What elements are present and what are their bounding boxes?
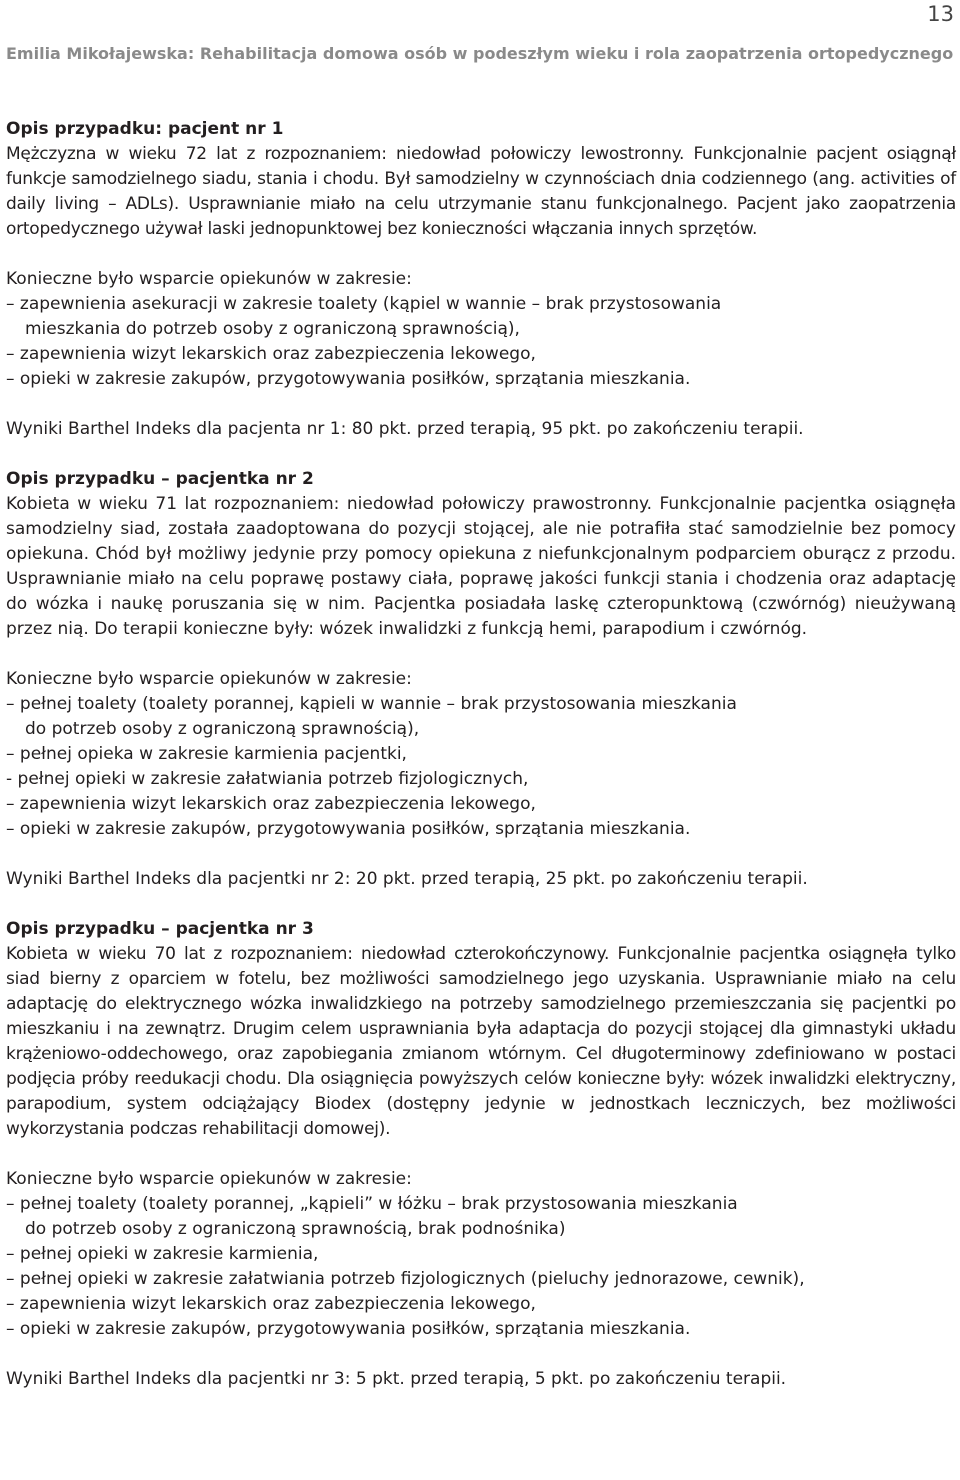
case-1-section bbox=[6, 117, 956, 442]
list-item: – opieki w zakresie zakupów, przygotowywania posiłków, sprzątania mieszkania. bbox=[6, 819, 691, 839]
list-item: - pełnej opieki w zakresie załatwiania potrzeb fizjologicznych, bbox=[6, 769, 529, 789]
list-item bbox=[6, 1192, 956, 1242]
list-item-text: – pełnej toalety (toalety porannej, kąpieli w wannie – brak przystosowania mieszkania bbox=[6, 694, 737, 714]
case-1-description: Mężczyzna w wieku 72 lat z rozpoznaniem: niedowład połowiczy lewostronny. Funkcjonalnie pacjent osiągnął funkcje samodzielnego siadu, stania i chodu. Był samodzielny w czynnościach dnia codziennego (ang. activities of daily living – ADLs). Usprawnianie miało na celu utrzymanie stanu funkcjonalnego. Pacjent jako zaopatrzenia ortopedycznego używał laski jednopunktowej bez konieczności włączania innych sprzętów. bbox=[6, 144, 956, 239]
case-3-support-list bbox=[6, 1192, 956, 1342]
article-body bbox=[6, 117, 956, 1392]
case-3-heading: Opis przypadku – pacjentka nr 3 bbox=[6, 919, 314, 939]
case-2-description: Kobieta w wieku 71 lat rozpoznaniem: niedowład połowiczy prawostronny. Funkcjonalnie pacjentka osiągnęła samodzielny siad, została zaadoptowana do pozycji stojącej, ale nie potrafiła stać samodzielnie bez pomocy opiekuna. Chód był możliwy jedynie przy pomocy opiekuna z niefunkcjonalnym podparciem oburącz z przodu. Usprawnianie miało na celu poprawę postawy ciała, poprawę jakości funkcji stania i chodzenia oraz adaptację do wózka i naukę poruszania się w nim. Pacjentka posiadała laskę czteropunktową (czwórnóg) nieużywaną przez nią. Do terapii konieczne były: wózek inwalidzki z funkcją hemi, parapodium i czwórnóg. bbox=[6, 494, 956, 639]
case-3-support-intro: Konieczne było wsparcie opiekunów w zakresie: bbox=[6, 1169, 412, 1189]
list-item: – pełnej opieka w zakresie karmienia pacjentki, bbox=[6, 744, 407, 764]
list-item: – pełnej opieki w zakresie załatwiania potrzeb fizjologicznych (pieluchy jednorazowe, cewnik), bbox=[6, 1269, 805, 1289]
case-2-support-intro: Konieczne było wsparcie opiekunów w zakresie: bbox=[6, 669, 412, 689]
case-3-results: Wyniki Barthel Indeks dla pacjentki nr 3: 5 pkt. przed terapią, 5 pkt. po zakończeniu terapii. bbox=[6, 1369, 787, 1389]
list-item-text: – pełnej toalety (toalety porannej, „kąpieli” w łóżku – brak przystosowania mieszkania bbox=[6, 1194, 738, 1214]
list-item: – zapewnienia wizyt lekarskich oraz zabezpieczenia lekowego, bbox=[6, 1294, 536, 1314]
case-2-heading: Opis przypadku – pacjentka nr 2 bbox=[6, 469, 314, 489]
list-item: – opieki w zakresie zakupów, przygotowywania posiłków, sprzątania mieszkania. bbox=[6, 369, 691, 389]
case-1-heading: Opis przypadku: pacjent nr 1 bbox=[6, 119, 284, 139]
running-header: Emilia Mikołajewska: Rehabilitacja domowa osób w podeszłym wieku i rola zaopatrzenia ortopedycznego bbox=[6, 44, 954, 63]
list-item bbox=[6, 292, 956, 342]
case-2-support-list bbox=[6, 692, 956, 842]
case-2-section bbox=[6, 467, 956, 892]
case-3-section bbox=[6, 917, 956, 1392]
list-item-continuation: do potrzeb osoby z ograniczoną sprawnością), bbox=[25, 719, 420, 739]
case-3-description: Kobieta w wieku 70 lat z rozpoznaniem: niedowład czterokończynowy. Funkcjonalnie pacjentka osiągnęła tylko siad bierny z oparciem w fotelu, bez możliwości samodzielnego jego uzyskania. Usprawnianie miało na celu adaptację do elektrycznego wózka inwalidzkiego na potrzeby samodzielnego przemieszczania się pacjentki po mieszkaniu i na zewnątrz. Drugim celem usprawniania była adaptacja do pozycji stojącej dla gimnastyki układu krążeniowo-oddechowego, oraz zapobiegania zmianom wtórnym. Cel długoterminowy zdefiniowano w postaci podjęcia próby reedukacji chodu. Dla osiągnięcia powyższych celów konieczne były: wózek inwalidzki elektryczny, parapodium, system odciążający Biodex (dostępny jedynie w jednostkach leczniczych, bez możliwości wykorzystania podczas rehabilitacji domowej). bbox=[6, 944, 956, 1139]
list-item: – zapewnienia wizyt lekarskich oraz zabezpieczenia lekowego, bbox=[6, 344, 536, 364]
case-1-support-list bbox=[6, 292, 956, 392]
list-item: – opieki w zakresie zakupów, przygotowywania posiłków, sprzątania mieszkania. bbox=[6, 1319, 691, 1339]
list-item: – pełnej opieki w zakresie karmienia, bbox=[6, 1244, 319, 1264]
list-item: – zapewnienia wizyt lekarskich oraz zabezpieczenia lekowego, bbox=[6, 794, 536, 814]
list-item-continuation: mieszkania do potrzeb osoby z ograniczoną sprawnością), bbox=[25, 319, 520, 339]
case-1-support-intro: Konieczne było wsparcie opiekunów w zakresie: bbox=[6, 269, 412, 289]
case-2-results: Wyniki Barthel Indeks dla pacjentki nr 2: 20 pkt. przed terapią, 25 pkt. po zakończeniu terapii. bbox=[6, 869, 808, 889]
page-number: 13 bbox=[927, 2, 954, 26]
case-1-results: Wyniki Barthel Indeks dla pacjenta nr 1: 80 pkt. przed terapią, 95 pkt. po zakończeniu terapii. bbox=[6, 419, 804, 439]
list-item-continuation: do potrzeb osoby z ograniczoną sprawnością, brak podnośnika) bbox=[25, 1219, 566, 1239]
list-item bbox=[6, 692, 956, 742]
list-item-text: – zapewnienia asekuracji w zakresie toalety (kąpiel w wannie – brak przystosowania bbox=[6, 294, 722, 314]
